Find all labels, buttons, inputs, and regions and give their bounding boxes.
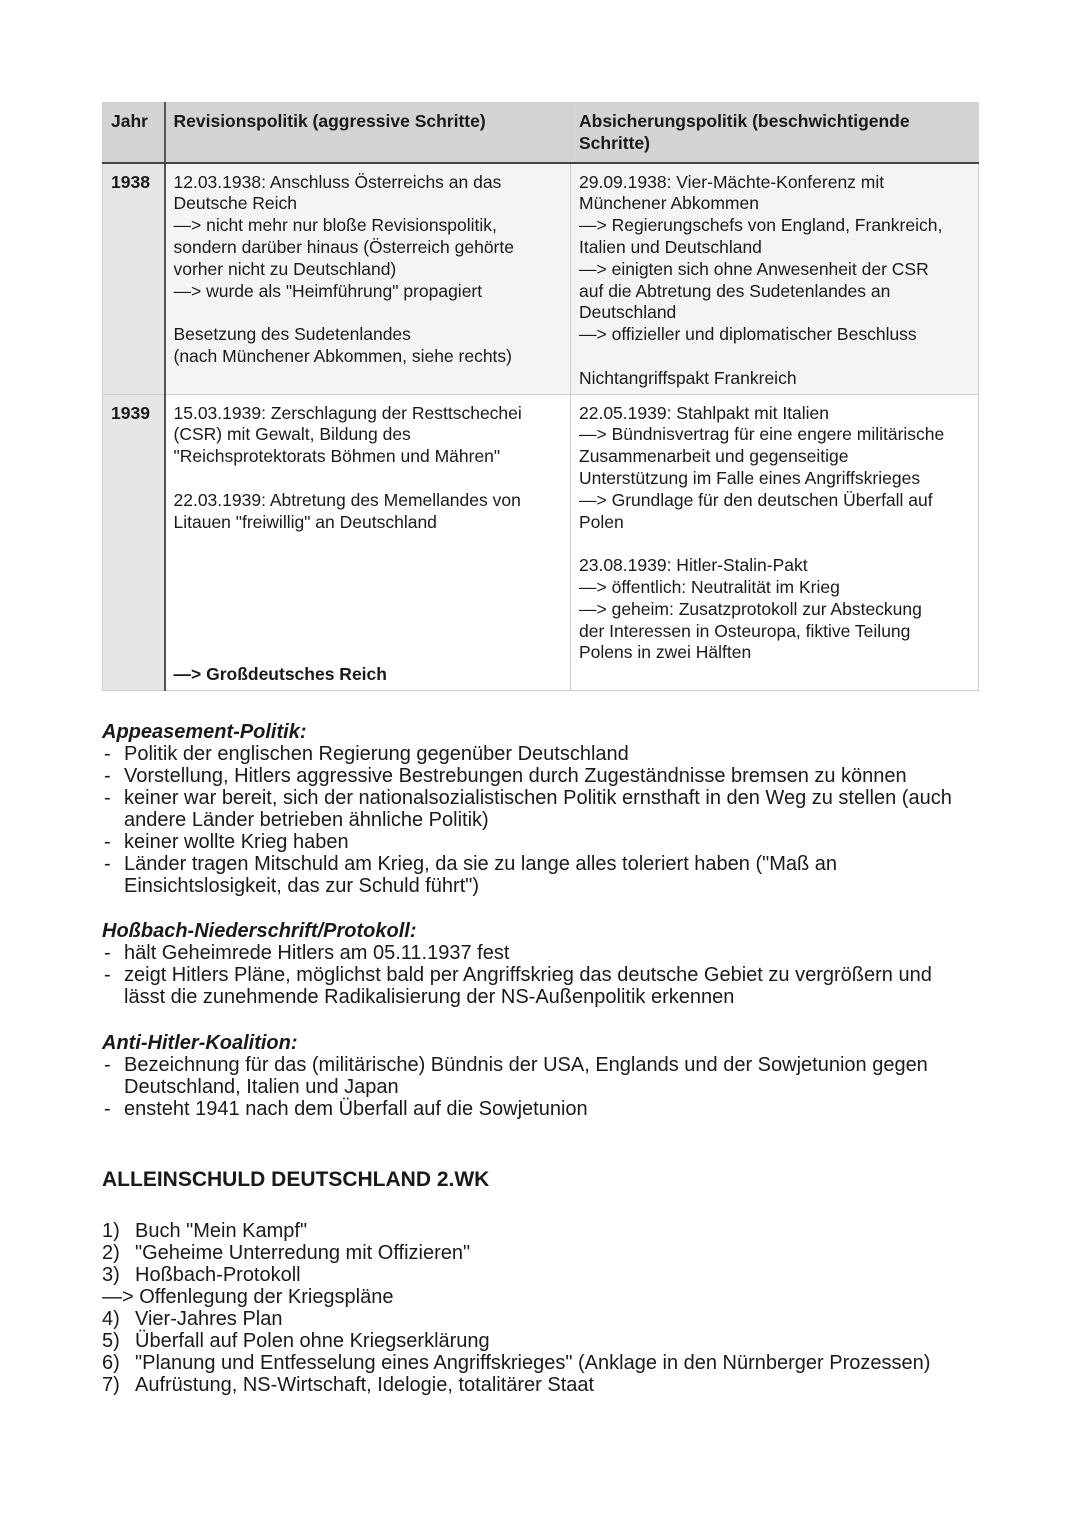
item-number: 3): [102, 1264, 120, 1286]
item-number: 4): [102, 1308, 120, 1330]
list-item-line: - zeigt Hitlers Pläne, möglichst bald per Angriffskrieg das deutsche Gebiet zu vergrößern und: [124, 964, 932, 986]
item-number: 7): [102, 1374, 120, 1396]
cell-line: [174, 533, 563, 555]
numbered-item: [102, 1264, 982, 1286]
cell-line: Litauen "freiwillig" an Deutschland: [173, 511, 437, 532]
cell-line: auf die Abtretung des Sudetenlandes an: [579, 280, 891, 301]
list-item-line: - Länder tragen Mitschuld am Krieg, da sie zu lange alles toleriert haben ("Maß an: [124, 853, 838, 875]
cell-line: —> Bündnisvertrag für eine engere militärische: [579, 424, 945, 445]
table-row-1939: [103, 394, 979, 690]
appeasement-title: Appeasement-Politik:: [102, 721, 307, 743]
cell-line: Deutsche Reich: [173, 193, 298, 214]
revision-cell: [165, 163, 571, 394]
table-header-row: [103, 103, 979, 163]
cell-line: —> Regierungschefs von England, Frankreich,: [579, 215, 943, 236]
cell-line: vorher nicht zu Deutschland): [173, 258, 397, 279]
item-text: Aufrüstung, NS-Wirtschaft, Idelogie, totalitärer Staat: [135, 1374, 595, 1396]
alleinschuld-list: [102, 1220, 982, 1396]
header-absicherung-line: Schritte): [579, 132, 650, 153]
item-text: Buch "Mein Kampf": [135, 1220, 308, 1242]
list-item-line: lässt die zunehmende Radikalisierung der NS-Außenpolitik erkennen: [124, 986, 735, 1008]
item-text: "Geheime Unterredung mit Offizieren": [135, 1242, 471, 1264]
list-item: [102, 853, 982, 897]
history-table: [102, 102, 979, 691]
cell-line: [174, 599, 563, 621]
numbered-item: [102, 1352, 982, 1374]
cell-line: Deutschland: [579, 302, 677, 323]
numbered-item: [102, 1242, 982, 1264]
cell-line: 29.09.1938: Vier-Mächte-Konferenz mit: [579, 171, 885, 192]
header-absicherung: [571, 103, 979, 163]
list-item-line: - hält Geheimrede Hitlers am 05.11.1937 fest: [124, 942, 510, 964]
item-number: 1): [102, 1220, 120, 1242]
revision-lines: [174, 403, 563, 665]
cell-line: (nach Münchener Abkommen, siehe rechts): [173, 345, 512, 366]
numbered-item: [102, 1330, 982, 1352]
absicherung-cell: [571, 394, 979, 690]
cell-line: —> offizieller und diplomatischer Beschluss: [579, 324, 917, 345]
item-text: Überfall auf Polen ohne Kriegserklärung: [135, 1330, 490, 1352]
list-item: [102, 1098, 982, 1120]
cell-line: —> wurde als "Heimführung" propagiert: [173, 280, 483, 301]
list-item-line: - Vorstellung, Hitlers aggressive Bestrebungen durch Zugeständnisse bremsen zu können: [124, 765, 907, 787]
cell-line: sondern darüber hinaus (Österreich gehörte: [173, 236, 514, 257]
cell-line: (CSR) mit Gewalt, Bildung des: [173, 424, 411, 445]
cell-line: [174, 577, 563, 599]
cell-line: —> öffentlich: Neutralität im Krieg: [579, 576, 840, 597]
header-absicherung-line: Absicherungspolitik (beschwichtigende: [579, 111, 910, 131]
item-text: —> Offenlegung der Kriegspläne: [102, 1286, 394, 1308]
list-item: [102, 743, 982, 765]
cell-line: Unterstützung im Falle eines Angriffskrieges: [579, 467, 921, 488]
cell-line: Besetzung des Sudetenlandes: [173, 324, 411, 345]
list-item-line: - keiner wollte Krieg haben: [124, 831, 349, 853]
list-item-line: - Bezeichnung für das (militärische) Bündnis der USA, Englands und der Sowjetunion gegen: [124, 1054, 928, 1076]
list-item-line: andere Länder betrieben ähnliche Politik): [124, 809, 489, 831]
cell-line: 15.03.1939: Zerschlagung der Resttschechei: [173, 402, 522, 423]
numbered-item: [102, 1308, 982, 1330]
numbered-item: [102, 1220, 982, 1242]
hossbach-section: [102, 920, 982, 1008]
cell-line: 23.08.1939: Hitler-Stalin-Pakt: [579, 555, 808, 576]
antihitler-section: [102, 1032, 982, 1120]
antihitler-list: [102, 1054, 982, 1120]
cell-line: Polens in zwei Hälften: [579, 642, 752, 663]
numbered-item: [102, 1374, 982, 1396]
header-revision: Revisionspolitik (aggressive Schritte): [165, 103, 571, 163]
cell-line: [174, 468, 563, 490]
cell-line: 22.05.1939: Stahlpakt mit Italien: [579, 402, 830, 423]
item-number: 5): [102, 1330, 120, 1352]
item-text: "Planung und Entfesselung eines Angriffskrieges" (Anklage in den Nürnberger Prozessen): [135, 1352, 931, 1374]
list-item: [102, 787, 982, 831]
cell-line: 22.03.1939: Abtretung des Memellandes von: [173, 489, 521, 510]
list-item: [102, 831, 982, 853]
cell-line: Münchener Abkommen: [579, 193, 759, 214]
list-item-line: - ensteht 1941 nach dem Überfall auf die Sowjetunion: [124, 1098, 588, 1120]
appeasement-list: [102, 743, 982, 897]
numbered-item: [102, 1286, 982, 1308]
year-cell: 1939: [103, 394, 165, 690]
cell-line: [579, 533, 970, 555]
year-cell: 1938: [103, 163, 165, 394]
cell-line: Zusammenarbeit und gegenseitige: [579, 446, 849, 467]
cell-line: [174, 555, 563, 577]
cell-line: —> nicht mehr nur bloße Revisionspolitik,: [173, 215, 497, 236]
revision-final-line: —> Großdeutsches Reich: [173, 664, 387, 685]
absicherung-cell: [571, 163, 979, 394]
revision-cell: [165, 394, 571, 690]
cell-line: [174, 302, 563, 324]
list-item-line: Deutschland, Italien und Japan: [124, 1076, 399, 1098]
appeasement-section: [102, 721, 982, 897]
cell-line: 12.03.1938: Anschluss Österreichs an das: [173, 171, 502, 192]
list-item-line: - keiner war bereit, sich der nationalsozialistischen Politik ernsthaft in den Weg zu stellen (auch: [124, 787, 952, 809]
cell-line: Polen: [579, 511, 624, 532]
antihitler-title: Anti-Hitler-Koalition:: [102, 1032, 298, 1054]
cell-line: [174, 621, 563, 643]
table-row-1938: [103, 163, 979, 394]
cell-line: —> einigten sich ohne Anwesenheit der CSR: [579, 258, 929, 279]
item-text: Vier-Jahres Plan: [135, 1308, 283, 1330]
item-text: Hoßbach-Protokoll: [135, 1264, 301, 1286]
cell-line: —> geheim: Zusatzprotokoll zur Absteckung: [579, 598, 922, 619]
cell-line: [174, 642, 563, 664]
list-item: [102, 964, 982, 1008]
list-item-line: - Politik der englischen Regierung gegenüber Deutschland: [124, 743, 629, 765]
item-number: 6): [102, 1352, 120, 1374]
cell-line: "Reichsprotektorats Böhmen und Mähren": [173, 446, 501, 467]
alleinschuld-heading: ALLEINSCHULD DEUTSCHLAND 2.WK: [102, 1168, 490, 1191]
list-item: [102, 765, 982, 787]
cell-line: Italien und Deutschland: [579, 236, 762, 257]
hossbach-list: [102, 942, 982, 1008]
list-item: [102, 942, 982, 964]
item-number: 2): [102, 1242, 120, 1264]
cell-line: [579, 346, 970, 368]
header-year: Jahr: [103, 103, 165, 163]
hossbach-title: Hoßbach-Niederschrift/Protokoll:: [102, 920, 417, 942]
cell-line: Nichtangriffspakt Frankreich: [579, 367, 797, 388]
list-item-line: Einsichtslosigkeit, das zur Schuld führt"): [124, 875, 480, 897]
cell-line: der Interessen in Osteuropa, fiktive Teilung: [579, 620, 911, 641]
cell-line: —> Grundlage für den deutschen Überfall auf: [579, 489, 933, 510]
list-item: [102, 1054, 982, 1098]
